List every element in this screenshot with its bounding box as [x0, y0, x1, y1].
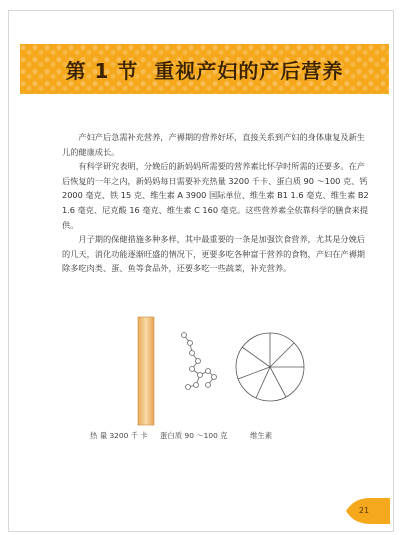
section-number: 第 1 节 — [65, 58, 139, 83]
nutrition-figure — [80, 315, 310, 445]
caption-heat: 热 量 3200 千 卡 — [90, 431, 148, 440]
body-text — [62, 130, 370, 276]
page-number: 21 — [358, 506, 370, 515]
paragraph-3: 月子期的保健措施多种多样，其中最重要的一条是加强饮食营养，尤其是分娩后的几天，消化功能逐渐旺盛的情况下，更要多吃各种富于营养的食物，产妇在产褥期除多吃肉类、蛋、鱼等食品外，还要多吃一些蔬菜，补充营养。 — [62, 234, 365, 274]
section-heading — [66, 55, 344, 84]
section-banner — [20, 44, 389, 94]
protein-molecule-icon — [182, 333, 217, 390]
heat-bar — [138, 317, 154, 425]
caption-vitamin: 维生素 — [250, 431, 273, 440]
section-title: 重视产妇的产后营养 — [154, 58, 344, 83]
paragraph-1: 产妇产后急需补充营养，产褥期的营养好坏，直接关系到产妇的身体康复及新生儿的健康成长。 — [62, 132, 365, 157]
paragraph-2: 有科学研究表明，分娩后的新妈妈所需要的营养素比怀孕时所需的还要多。在产后恢复的一年之内，新妈妈每日需要补充热量 3200 千卡、蛋白质 90 ～100 克、钙 2000 毫克、铁 15 克、维生素 A 3900 国际单位、维生素 B1 1.6 毫克、维生素 B2 1.6 毫克、尼克酸 16 毫克、维生素 C 160 毫克。这些营养素全依靠科学的膳食来提供。 — [62, 161, 369, 230]
vitamin-pie-icon — [236, 333, 304, 401]
caption-protein: 蛋白质 90 ～100 克 — [160, 431, 228, 440]
nutrition-illustration — [80, 315, 310, 445]
